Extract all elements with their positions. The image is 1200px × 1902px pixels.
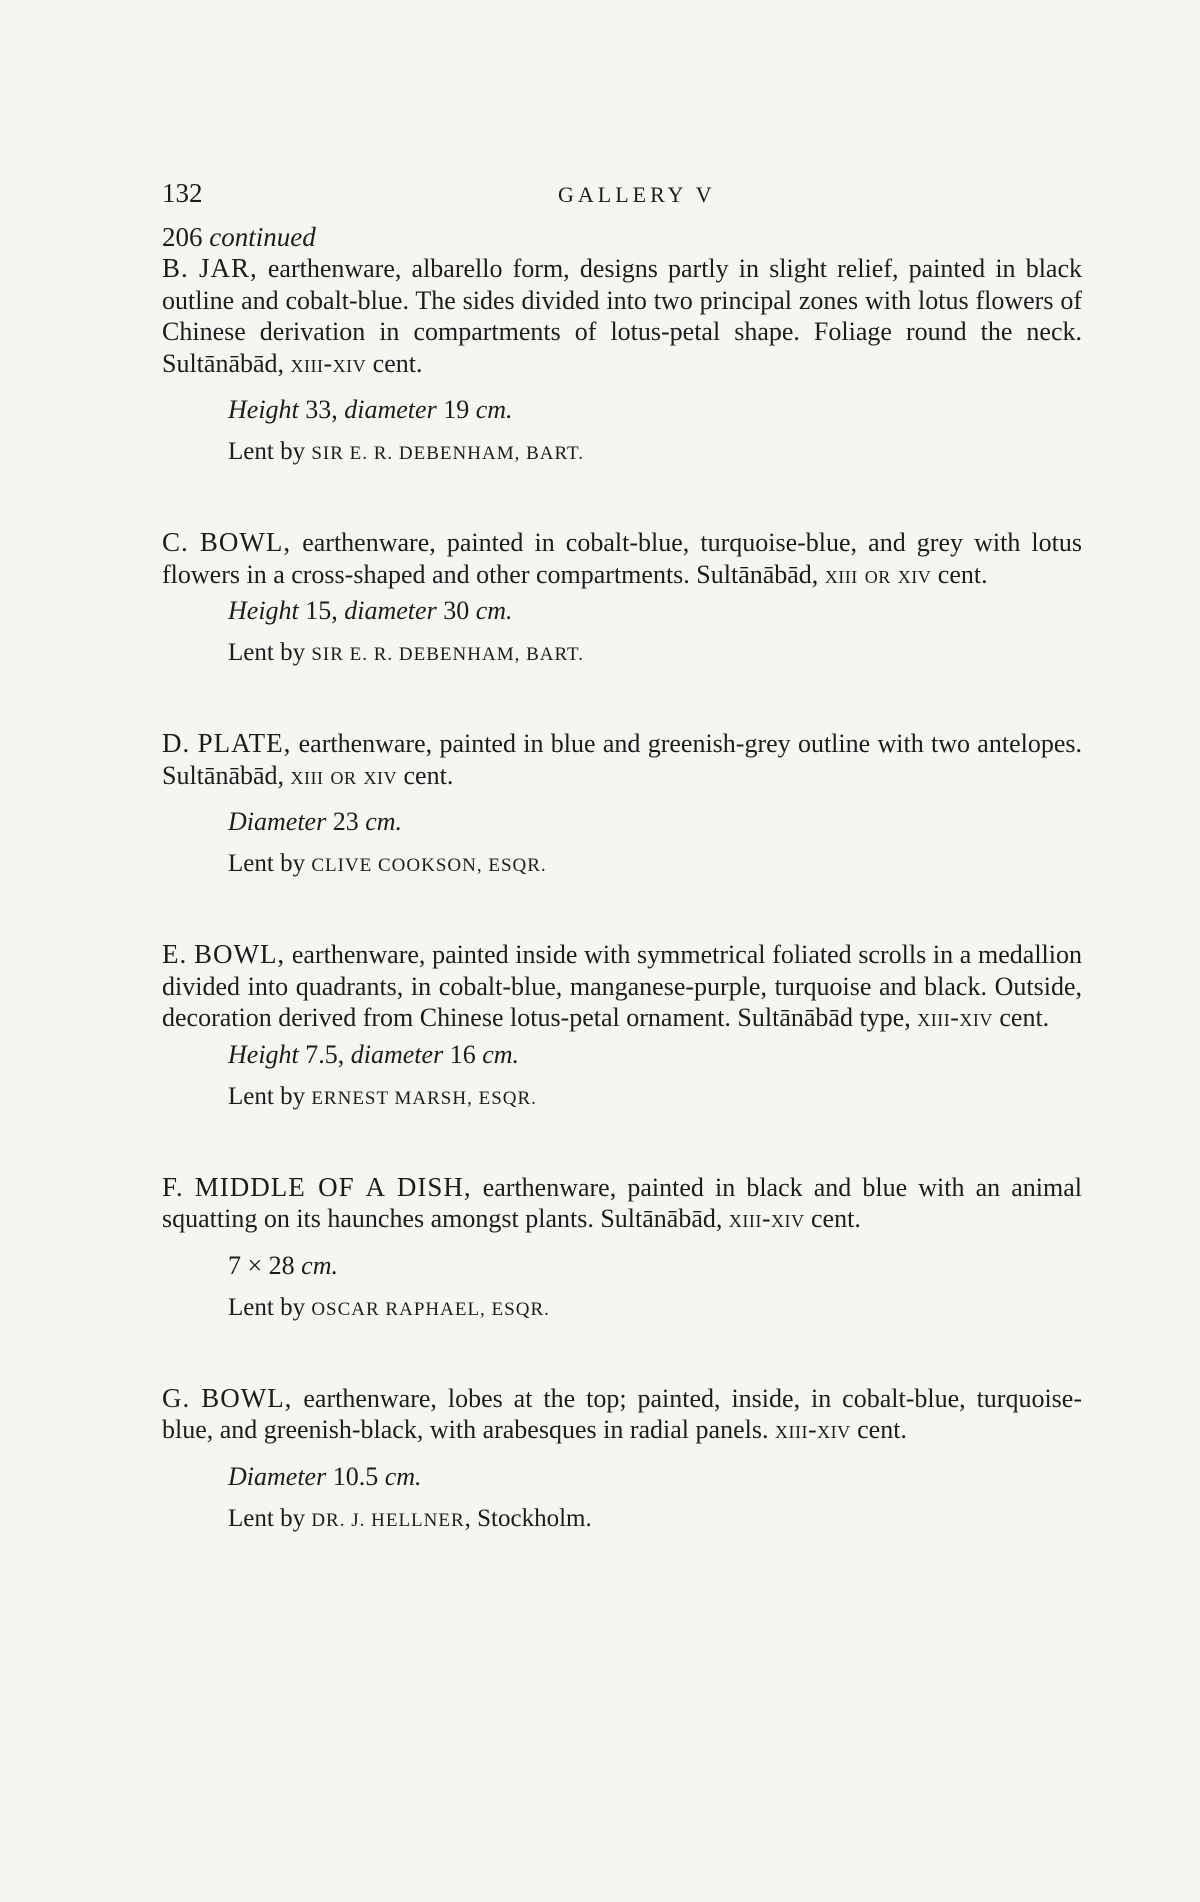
measure-label: Diameter xyxy=(228,807,327,836)
entry-date-suffix: cent. xyxy=(366,348,423,378)
entry-date-suffix: cent. xyxy=(850,1415,907,1444)
entry-title: BOWL, xyxy=(201,1382,293,1413)
entry-lender xyxy=(228,847,1082,883)
entry-desc: earthenware, lobes at the top; painted, inside, in cobalt-blue, turquoise-blue, and greenish-black, with arabesques in radial panels. xyxy=(162,1383,1082,1444)
entry-desc: earthenware, painted in cobalt-blue, turquoise-blue, and grey with lotus flowers in a cross-shaped and other compartments. Sultānābād, xyxy=(162,528,1082,589)
lent-suffix: , Stockholm. xyxy=(464,1504,592,1532)
entry-letter: E. xyxy=(162,939,188,969)
running-head: GALLERY V xyxy=(558,182,716,207)
measure-value: 7 × 28 xyxy=(228,1250,302,1280)
entry-description xyxy=(162,1383,1082,1446)
entry-desc: earthenware, painted in black and blue with an animal squatting on its haunches amongst plants. Sultānābād, xyxy=(162,1172,1083,1233)
measure-value: 7.5, xyxy=(298,1039,351,1069)
continued-heading xyxy=(162,222,1082,253)
entry-measurements xyxy=(228,1249,1082,1283)
catalogue-entry xyxy=(162,1172,1082,1327)
lent-prefix: Lent by xyxy=(228,438,312,465)
measure-label: Height xyxy=(228,1039,299,1069)
entry-description xyxy=(162,527,1082,590)
entry-measurements xyxy=(228,594,1082,628)
lent-prefix: Lent by xyxy=(228,1504,312,1532)
lent-prefix: Lent by xyxy=(228,1082,312,1110)
entry-date-suffix: cent. xyxy=(397,760,454,790)
measure-unit: cm. xyxy=(475,395,513,424)
entry-title: JAR, xyxy=(198,253,258,283)
entry-title: BOWL, xyxy=(199,527,292,557)
catalogue-page xyxy=(162,178,1082,1538)
measure-value-2: 19 xyxy=(436,395,476,424)
measure-label-2: diameter xyxy=(344,596,437,625)
entry-date: xiii or xiv xyxy=(824,559,932,589)
page-number: 132 xyxy=(162,178,203,208)
entry-date: xiii-xiv xyxy=(774,1415,851,1444)
catalogue-entry xyxy=(162,527,1082,672)
page-header xyxy=(162,178,1082,214)
lent-prefix: Lent by xyxy=(228,850,312,877)
measure-value: 10.5 xyxy=(326,1461,385,1491)
continued-label: continued xyxy=(209,222,316,252)
entry-description xyxy=(162,253,1082,379)
measure-label-2: diameter xyxy=(350,1039,444,1069)
measure-label: Diameter xyxy=(228,1461,327,1491)
measure-unit: cm. xyxy=(301,1250,338,1280)
measure-value: 23 xyxy=(326,807,366,836)
measure-value: 33, xyxy=(298,395,345,424)
entry-desc: earthenware, albarello form, designs partly in slight relief, painted in black outline and cobalt-blue. The sides divided into two principal zones with lotus flowers of Chinese derivation in compartments of lotus-petal shape. Foliage round the neck. Sultānābād, xyxy=(162,254,1083,378)
entry-letter: C. xyxy=(162,527,189,557)
entry-title: MIDDLE OF A DISH, xyxy=(194,1171,472,1202)
entry-title: PLATE, xyxy=(197,728,292,758)
lender-name: SIR E. R. DEBENHAM, BART. xyxy=(311,644,584,665)
lent-prefix: Lent by xyxy=(228,639,312,666)
entry-title: BOWL, xyxy=(193,939,286,969)
measure-unit: cm. xyxy=(475,596,513,625)
lender-name: SIR E. R. DEBENHAM, BART. xyxy=(311,443,584,464)
entry-lender xyxy=(228,435,1082,471)
measure-value-2: 16 xyxy=(443,1039,483,1069)
entry-measurements xyxy=(228,1460,1082,1494)
entry-description xyxy=(162,1172,1082,1235)
catalogue-entry xyxy=(162,939,1082,1116)
measure-label-2: diameter xyxy=(344,395,437,424)
lender-name: DR. J. HELLNER xyxy=(311,1509,465,1531)
entry-number: 206 xyxy=(162,222,203,252)
measure-value: 15, xyxy=(298,596,345,625)
entry-date: xiii-xiv xyxy=(728,1204,805,1233)
entry-description xyxy=(162,939,1082,1034)
entry-date: xiii-xiv xyxy=(917,1003,993,1032)
entry-date-suffix: cent. xyxy=(931,559,988,589)
lender-name: CLIVE COOKSON, ESQR. xyxy=(311,855,547,876)
entry-letter: F. xyxy=(162,1171,184,1202)
catalogue-entry xyxy=(162,253,1082,471)
entry-letter: B. xyxy=(162,253,189,283)
measure-label: Height xyxy=(228,596,299,625)
entry-letter: D. xyxy=(162,728,191,758)
entry-measurements xyxy=(228,393,1082,427)
entry-lender xyxy=(228,1080,1082,1116)
entry-measurements xyxy=(228,1038,1082,1072)
entry-date: xiii-xiv xyxy=(290,348,367,378)
entry-measurements xyxy=(228,805,1082,839)
entry-lender xyxy=(228,636,1082,672)
entry-date-suffix: cent. xyxy=(804,1204,861,1233)
measure-unit: cm. xyxy=(384,1461,422,1491)
lender-name: OSCAR RAPHAEL, ESQR. xyxy=(311,1298,550,1320)
measure-unit: cm. xyxy=(365,807,403,836)
entry-description xyxy=(162,728,1082,791)
measure-unit: cm. xyxy=(482,1039,520,1069)
catalogue-entry xyxy=(162,728,1082,883)
catalogue-entry xyxy=(162,1383,1082,1538)
entry-desc: earthenware, painted inside with symmetrical foliated scrolls in a medallion divided into quadrants, in cobalt-blue, manganese-purple, turquoise and black. Outside, decoration derived from Chinese lotus-petal ornament. Sultānābād type, xyxy=(162,940,1083,1032)
entry-lender xyxy=(228,1502,1082,1538)
lent-prefix: Lent by xyxy=(228,1293,312,1321)
entry-desc: earthenware, painted in blue and greenish-grey outline with two antelopes. Sultānābād, xyxy=(162,729,1082,790)
entry-date: xiii or xiv xyxy=(290,760,398,790)
measure-value-2: 30 xyxy=(436,596,476,625)
entry-date-suffix: cent. xyxy=(992,1003,1050,1032)
lender-name: ERNEST MARSH, ESQR. xyxy=(311,1087,537,1109)
entry-lender xyxy=(228,1291,1082,1327)
measure-label: Height xyxy=(228,395,299,424)
entry-letter: G. xyxy=(162,1382,191,1413)
